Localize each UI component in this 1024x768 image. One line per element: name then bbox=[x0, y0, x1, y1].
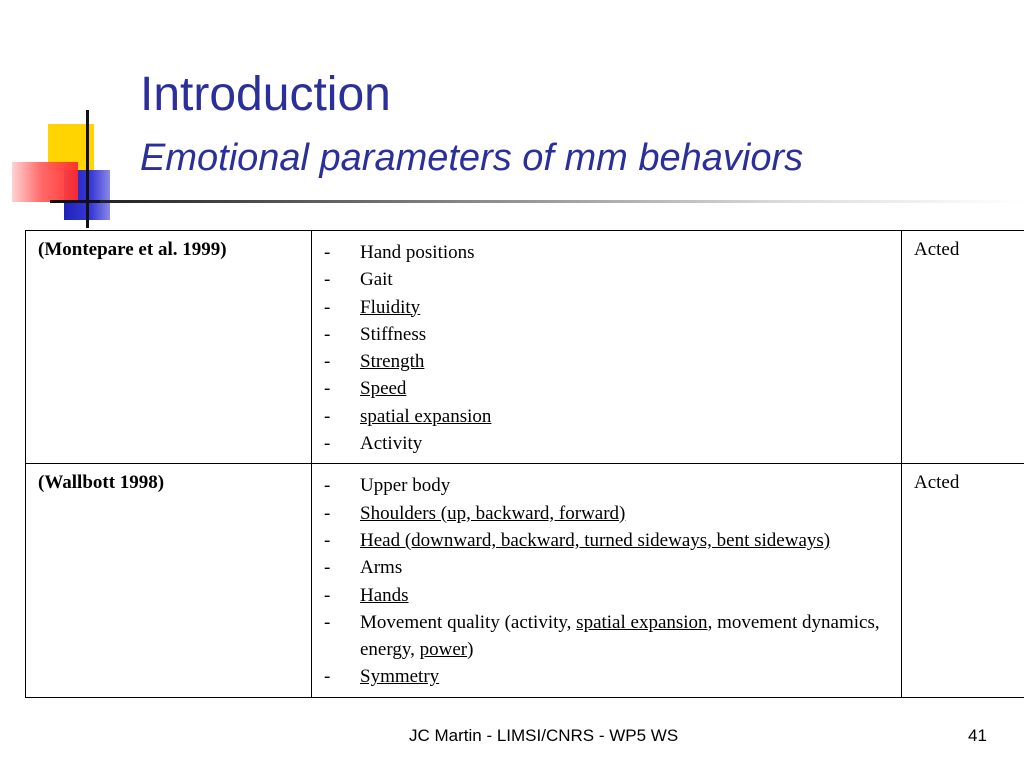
underlined-parameter-text: Fluidity bbox=[360, 296, 421, 318]
bullet-dash: - bbox=[324, 269, 331, 291]
bullet-dash: - bbox=[324, 475, 331, 497]
slide-title: Introduction bbox=[140, 68, 391, 121]
bullet-dash: - bbox=[324, 323, 331, 345]
source-cell: (Wallbott 1998) bbox=[26, 464, 312, 697]
parameter-list bbox=[324, 472, 891, 690]
parameter-item bbox=[324, 554, 891, 581]
parameter-item bbox=[324, 500, 891, 527]
slide-subtitle: Emotional parameters of mm behaviors bbox=[140, 137, 804, 179]
footer-text: JC Martin - LIMSI/CNRS - WP5 WS bbox=[409, 726, 679, 745]
parameter-text: Upper body bbox=[360, 475, 451, 497]
parameter-item bbox=[324, 239, 891, 266]
parameter-text: , movement dynamics, energy, bbox=[360, 611, 880, 661]
parameter-item bbox=[324, 527, 891, 554]
red-square-decoration bbox=[12, 162, 78, 202]
parameter-item bbox=[324, 375, 891, 402]
bullet-dash: - bbox=[324, 351, 331, 373]
bullet-dash: - bbox=[324, 405, 331, 427]
data-type-cell: Acted bbox=[902, 464, 1024, 697]
parameter-list bbox=[324, 239, 891, 457]
underlined-parameter-text: Hands bbox=[360, 584, 409, 606]
bullet-dash: - bbox=[324, 378, 331, 400]
source-cell: (Montepare et al. 1999) bbox=[26, 231, 312, 464]
parameter-item bbox=[324, 582, 891, 609]
underlined-parameter-text: Strength bbox=[360, 351, 425, 373]
underlined-parameter-text: Head (downward, backward, turned sideways, bent sideways) bbox=[360, 529, 831, 551]
table-row bbox=[26, 464, 1024, 697]
bullet-dash: - bbox=[324, 433, 331, 455]
parameter-item bbox=[324, 403, 891, 430]
slide-logo-decoration bbox=[0, 0, 140, 230]
underlined-parameter-text: Symmetry bbox=[360, 666, 440, 688]
bullet-dash: - bbox=[324, 242, 331, 263]
bullet-dash: - bbox=[324, 666, 331, 688]
parameter-text: ) bbox=[467, 639, 474, 661]
parameters-cell bbox=[312, 464, 902, 697]
parameters-cell bbox=[312, 231, 902, 464]
parameter-item bbox=[324, 294, 891, 321]
parameter-item bbox=[324, 472, 891, 499]
bullet-dash: - bbox=[324, 611, 331, 633]
parameter-item bbox=[324, 266, 891, 293]
bullet-dash: - bbox=[324, 584, 331, 606]
parameter-text: Hand positions bbox=[360, 242, 475, 263]
parameter-text: Arms bbox=[360, 557, 403, 579]
slide-footer bbox=[0, 722, 1024, 750]
page-number: 41 bbox=[968, 726, 987, 745]
parameters-table bbox=[25, 230, 1024, 698]
underlined-parameter-text: power bbox=[419, 639, 468, 661]
bullet-dash: - bbox=[324, 502, 331, 524]
parameter-item bbox=[324, 430, 891, 457]
underlined-parameter-text: Speed bbox=[360, 378, 407, 400]
table-row bbox=[26, 231, 1024, 464]
parameter-item bbox=[324, 663, 891, 690]
parameter-item bbox=[324, 321, 891, 348]
bullet-dash: - bbox=[324, 296, 331, 318]
parameter-text: Movement quality (activity, bbox=[360, 611, 577, 633]
vertical-line-decoration bbox=[86, 110, 89, 228]
underlined-parameter-text: spatial expansion bbox=[360, 405, 492, 427]
parameter-item bbox=[324, 609, 891, 664]
parameter-text: Gait bbox=[360, 269, 393, 291]
title-underline-divider bbox=[100, 200, 1024, 203]
bullet-dash: - bbox=[324, 557, 331, 579]
data-type-cell: Acted bbox=[902, 231, 1024, 464]
parameter-text: Activity bbox=[360, 433, 423, 455]
parameter-item bbox=[324, 348, 891, 375]
underlined-parameter-text: Shoulders (up, backward, forward) bbox=[360, 502, 626, 524]
parameter-text: Stiffness bbox=[360, 323, 427, 345]
underlined-parameter-text: spatial expansion bbox=[576, 611, 708, 633]
bullet-dash: - bbox=[324, 529, 331, 551]
